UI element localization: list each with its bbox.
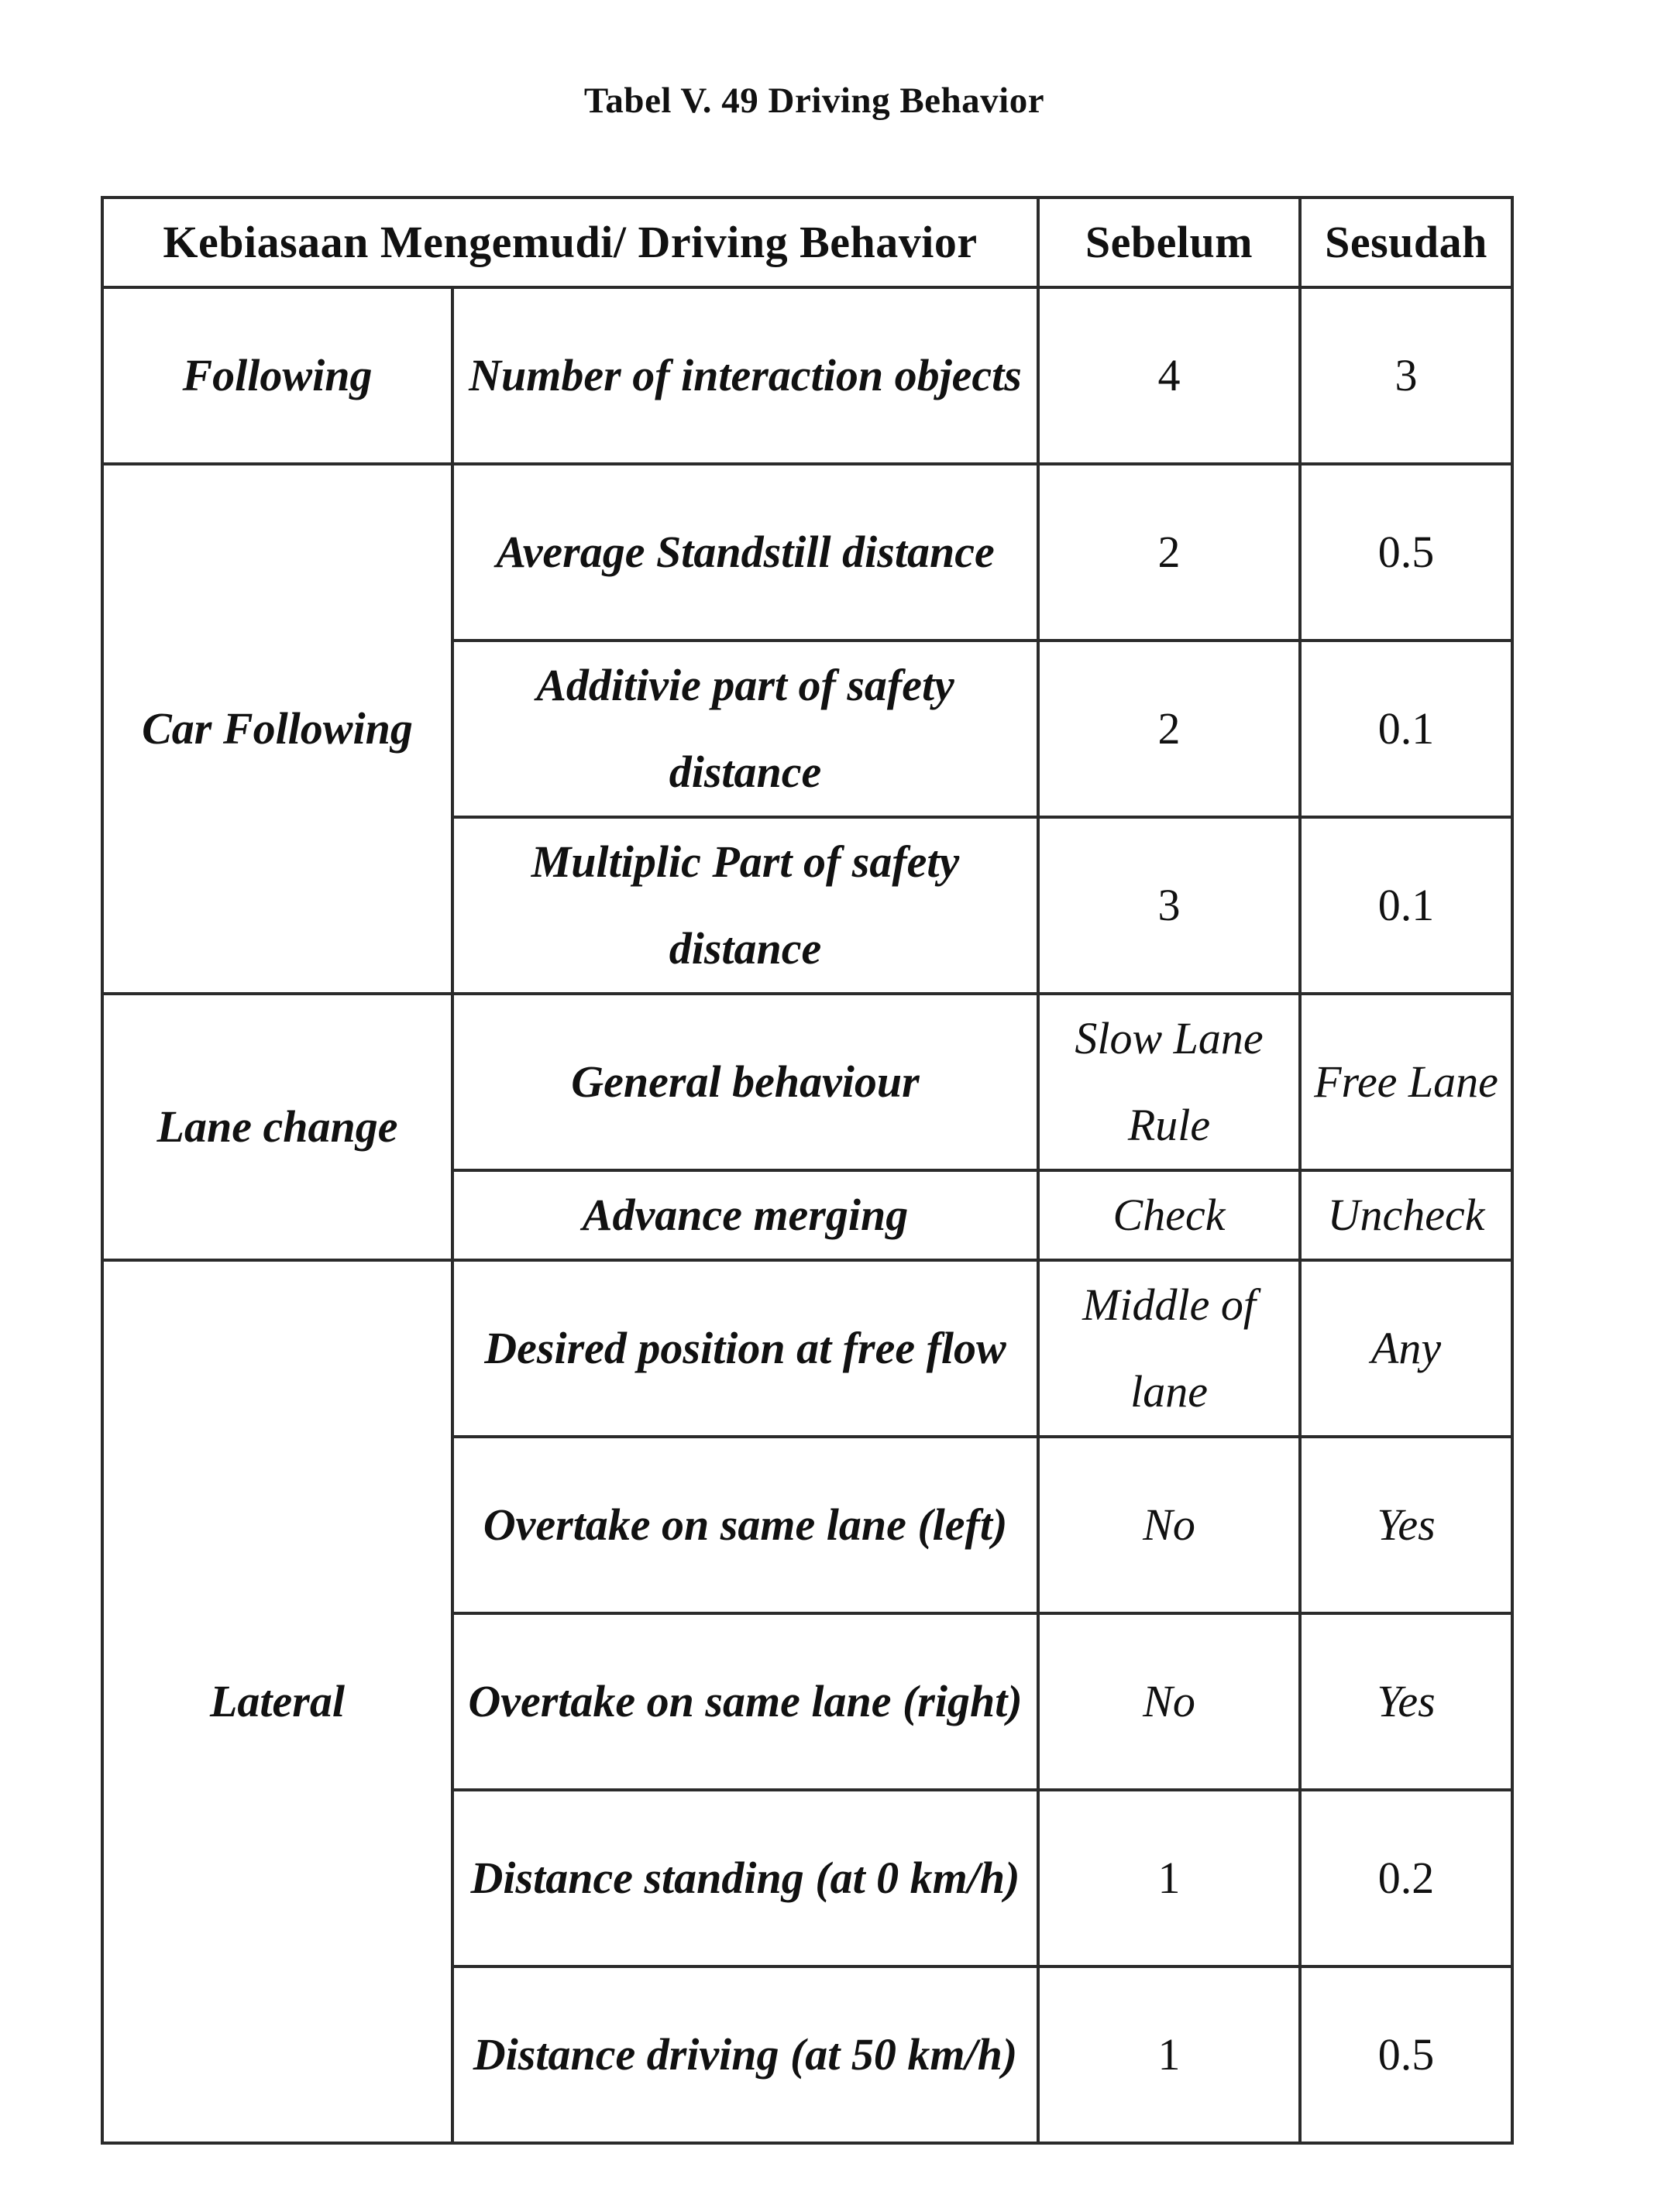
table-row <box>102 464 1512 641</box>
before-value-cell: No <box>1038 1613 1300 1790</box>
parameter-cell: Multiplic Part of safety distance <box>452 817 1038 994</box>
parameter-cell: Distance driving (at 50 km/h) <box>452 1966 1038 2143</box>
after-value-cell: Yes <box>1300 1613 1512 1790</box>
table-row <box>102 994 1512 1170</box>
before-value-cell: 4 <box>1038 287 1300 464</box>
parameter-cell: Distance standing (at 0 km/h) <box>452 1790 1038 1966</box>
after-value-cell: 0.1 <box>1300 641 1512 817</box>
category-cell: Car Following <box>102 464 452 994</box>
parameter-cell: Advance merging <box>452 1170 1038 1260</box>
after-value-cell: 0.1 <box>1300 817 1512 994</box>
before-value-cell: Check <box>1038 1170 1300 1260</box>
parameter-cell: Overtake on same lane (right) <box>452 1613 1038 1790</box>
parameter-cell: Number of interaction objects <box>452 287 1038 464</box>
before-value-cell: 3 <box>1038 817 1300 994</box>
parameter-cell: Average Standstill distance <box>452 464 1038 641</box>
header-row <box>102 198 1512 287</box>
header-behavior: Kebiasaan Mengemudi/ Driving Behavior <box>102 198 1038 287</box>
table-title: Tabel V. 49 Driving Behavior <box>583 81 1045 121</box>
before-value-cell: Middle of lane <box>1038 1260 1300 1437</box>
driving-behavior-table <box>101 196 1514 2145</box>
after-value-cell: 0.2 <box>1300 1790 1512 1966</box>
parameter-cell: General behaviour <box>452 994 1038 1170</box>
parameter-cell: Overtake on same lane (left) <box>452 1437 1038 1613</box>
parameter-cell: Additivie part of safety distance <box>452 641 1038 817</box>
before-value-cell: No <box>1038 1437 1300 1613</box>
after-value-cell: Any <box>1300 1260 1512 1437</box>
header-before: Sebelum <box>1038 198 1300 287</box>
after-value-cell: Uncheck <box>1300 1170 1512 1260</box>
after-value-cell: 3 <box>1300 287 1512 464</box>
category-cell: Lateral <box>102 1260 452 2143</box>
category-cell: Following <box>102 287 452 464</box>
after-value-cell: Free Lane <box>1300 994 1512 1170</box>
after-value-cell: 0.5 <box>1300 464 1512 641</box>
table-row <box>102 287 1512 464</box>
table-row <box>102 1260 1512 1437</box>
after-value-cell: Yes <box>1300 1437 1512 1613</box>
before-value-cell: 2 <box>1038 641 1300 817</box>
parameter-cell: Desired position at free flow <box>452 1260 1038 1437</box>
before-value-cell: 1 <box>1038 1966 1300 2143</box>
before-value-cell: Slow Lane Rule <box>1038 994 1300 1170</box>
before-value-cell: 2 <box>1038 464 1300 641</box>
after-value-cell: 0.5 <box>1300 1966 1512 2143</box>
before-value-cell: 1 <box>1038 1790 1300 1966</box>
header-after: Sesudah <box>1300 198 1512 287</box>
category-cell: Lane change <box>102 994 452 1260</box>
